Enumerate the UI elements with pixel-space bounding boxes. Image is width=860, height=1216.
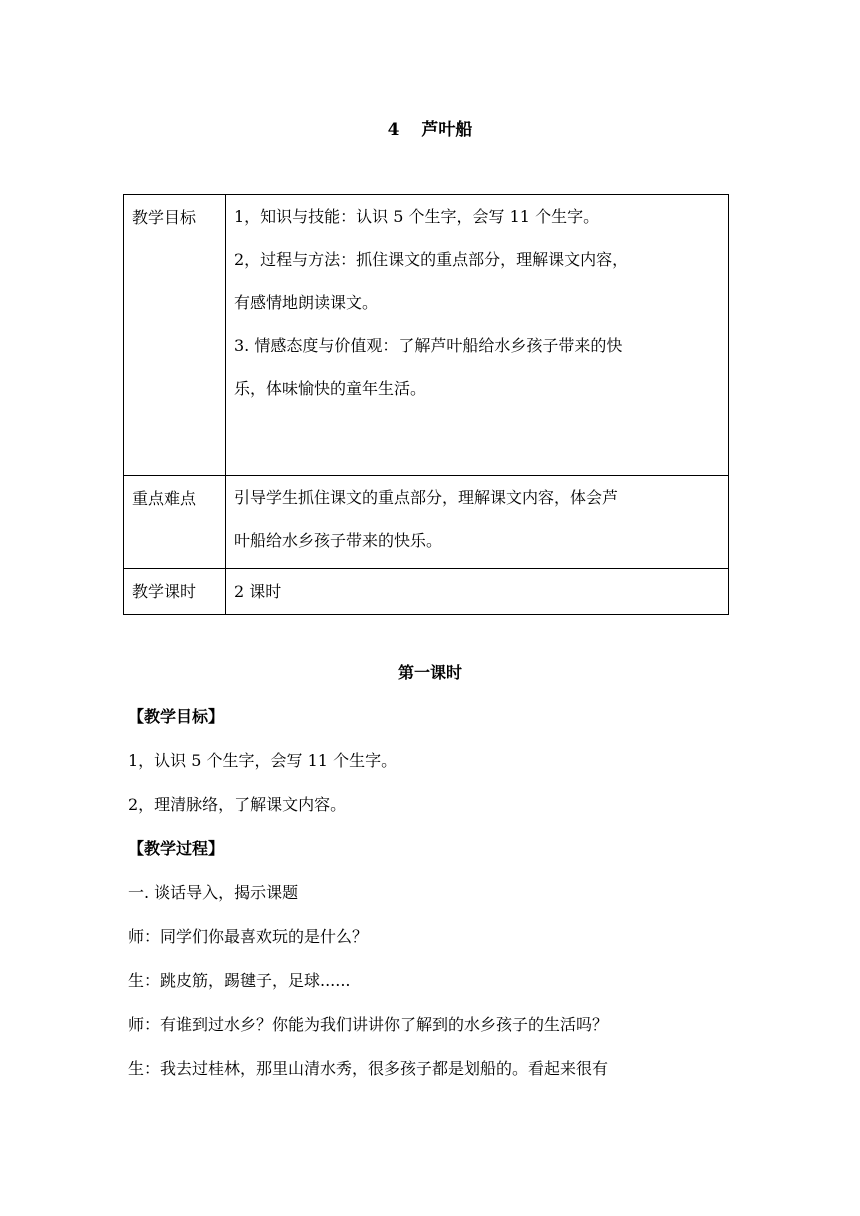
subheading-goals: 【教学目标】 <box>128 707 225 726</box>
goals-line: 3. 情感态度与价值观：了解芦叶船给水乡孩子带来的快 <box>234 336 623 355</box>
body-line: 生：跳皮筋，踢毽子，足球...... <box>128 971 351 990</box>
class-hours-value: 2 课时 <box>226 569 729 615</box>
goals-line: 1，知识与技能：认识 5 个生字，会写 11 个生字。 <box>234 207 600 226</box>
page-title <box>0 115 860 140</box>
lesson-number: 4 <box>387 120 400 140</box>
goals-line: 2，过程与方法：抓住课文的重点部分，理解课文内容， <box>234 250 629 269</box>
goals-label: 教学目标 <box>124 195 226 476</box>
lesson-title: 芦叶船 <box>421 120 473 140</box>
goals-content <box>226 195 729 476</box>
body-line: 师：同学们你最喜欢玩的是什么？ <box>128 927 369 946</box>
body-line: 生：我去过桂林，那里山清水秀，很多孩子都是划船的。看起来很有 <box>128 1059 609 1078</box>
goals-line: 有感情地朗读课文。 <box>234 293 379 312</box>
table-row-class-hours <box>124 569 729 615</box>
lesson-info-table <box>123 194 729 615</box>
key-points-content <box>226 476 729 569</box>
section-title: 第一课时 <box>397 663 462 682</box>
body-line: 2，理清脉络，了解课文内容。 <box>128 795 347 814</box>
body-line: 一. 谈话导入，揭示课题 <box>128 883 299 902</box>
key-points-line: 引导学生抓住课文的重点部分，理解课文内容，体会芦 <box>234 488 619 507</box>
goals-line: 乐，体味愉快的童年生活。 <box>234 379 427 398</box>
subheading-process: 【教学过程】 <box>128 839 225 858</box>
key-points-label: 重点难点 <box>124 476 226 569</box>
table-row-key-points <box>124 476 729 569</box>
body-line: 师：有谁到过水乡？你能为我们讲讲你了解到的水乡孩子的生活吗？ <box>128 1015 609 1034</box>
key-points-line: 叶船给水乡孩子带来的快乐。 <box>234 531 443 550</box>
class-hours-label: 教学课时 <box>124 569 226 615</box>
section-body <box>128 700 738 1096</box>
table-row-goals <box>124 195 729 476</box>
body-line: 1，认识 5 个生字，会写 11 个生字。 <box>128 751 398 770</box>
